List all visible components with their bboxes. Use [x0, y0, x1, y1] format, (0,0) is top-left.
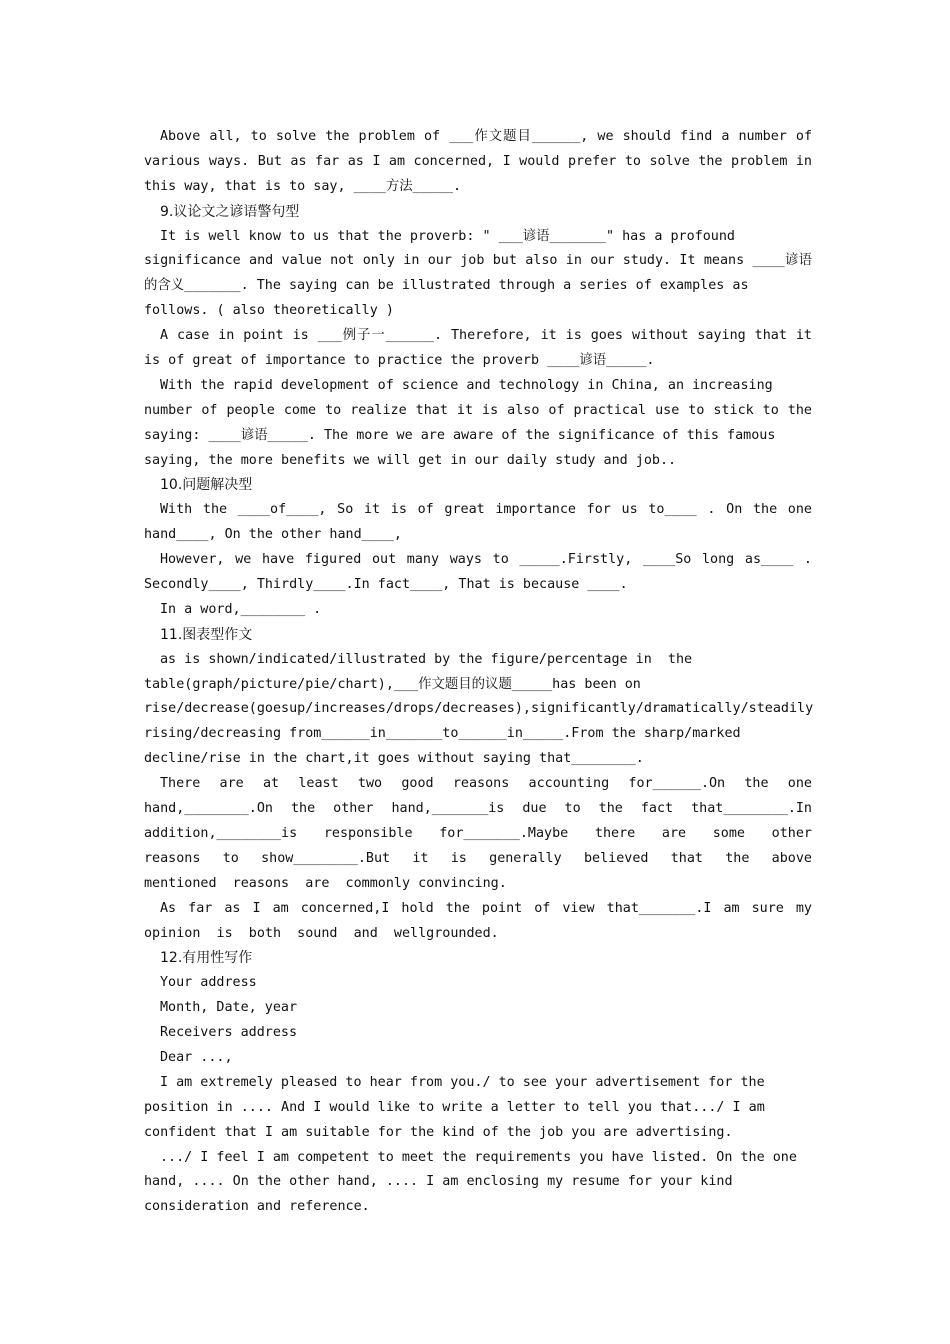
section-heading: 12.有用性写作 — [160, 950, 253, 967]
text-line: rising/decreasing from______in_______to______in_____.From the sharp/marked — [144, 726, 741, 742]
text-line: .../ I feel I am competent to meet the requirements you have listed. On the one — [160, 1149, 797, 1165]
text-line: Receivers address — [160, 1025, 298, 1041]
text-line: In a word,________ . — [160, 601, 322, 617]
text-line: hand, .... On the other hand, .... I am enclosing my resume for your kind — [144, 1174, 733, 1190]
text-line: decline/rise in the chart,it goes without saying that________. — [144, 751, 644, 767]
text-line: this way, that is to say, ____方法_____. — [144, 178, 462, 194]
text-line: hand____, On the other hand____, — [144, 527, 402, 543]
text-line: consideration and reference. — [144, 1199, 370, 1215]
text-line: mentioned reasons are commonly convincing. — [144, 875, 507, 891]
text-line: Month, Date, year — [160, 1000, 298, 1016]
text-line: significance and value not only in our job but also in our study. It means ____谚语 — [144, 253, 812, 269]
text-line: 的含义_______. The saying can be illustrated through a series of examples as — [144, 278, 749, 294]
text-line: saying: ____谚语_____. The more we are aware of the significance of this famous — [144, 427, 776, 443]
text-line: With the rapid development of science and technology in China, an increasing — [160, 377, 773, 393]
text-line: rise/decrease(goesup/increases/drops/decreases),significantly/dramatically/steadily — [144, 701, 814, 717]
text-line: Your address — [160, 975, 257, 991]
text-line: as is shown/indicated/illustrated by the figure/percentage in the — [160, 651, 693, 667]
text-line: opinion is both sound and wellgrounded. — [144, 925, 499, 941]
text-line: A case in point is ___例子一______. Therefore, it is goes without saying that it — [160, 328, 812, 344]
text-line: number of people come to realize that it is also of practical use to stick to the — [144, 402, 812, 418]
text-line: various ways. But as far as I am concerned, I would prefer to solve the problem in — [144, 153, 812, 169]
text-line: confident that I am suitable for the kind of the job you are advertising. — [144, 1124, 733, 1140]
document-page — [144, 125, 812, 1220]
section-heading: 9.议论文之谚语警句型 — [160, 203, 300, 220]
text-line: follows. ( also theoretically ) — [144, 303, 394, 319]
text-line: I am extremely pleased to hear from you./ to see your advertisement for the — [160, 1074, 765, 1090]
text-line: reasons to show________.But it is generally believed that the above — [144, 850, 812, 866]
text-line: Above all, to solve the problem of ___作文题目______, we should find a number of — [160, 129, 812, 144]
text-line: There are at least two good reasons accounting for______.On the one — [160, 776, 812, 792]
text-line: saying, the more benefits we will get in our daily study and job.. — [144, 452, 677, 468]
text-line: However, we have figured out many ways to _____.Firstly, ____So long as____ . — [160, 552, 812, 568]
text-line: position in .... And I would like to write a letter to tell you that.../ I am — [144, 1099, 765, 1115]
text-line: is of great of importance to practice the proverb ____谚语_____. — [144, 353, 655, 369]
section-heading: 10.问题解决型 — [160, 477, 253, 494]
text-line: As far as I am concerned,I hold the point of view that_______.I am sure my — [160, 900, 812, 916]
text-line: hand,________.On the other hand,_______is due to the fact that________.In — [144, 801, 812, 817]
text-line: addition,________is responsible for_______.Maybe there are some other — [144, 825, 812, 841]
text-line: It is well know to us that the proverb: " ___谚语_______" has a profound — [160, 228, 735, 244]
section-heading: 11.图表型作文 — [160, 626, 253, 643]
text-line: Dear ..., — [160, 1049, 233, 1065]
text-line: Secondly____, Thirdly____.In fact____, That is because ____. — [144, 577, 628, 593]
text-line: With the ____of____, So it is of great importance for us to____ . On the one — [160, 502, 812, 518]
text-line: table(graph/picture/pie/chart),___作文题目的议题_____has been on — [144, 676, 641, 692]
